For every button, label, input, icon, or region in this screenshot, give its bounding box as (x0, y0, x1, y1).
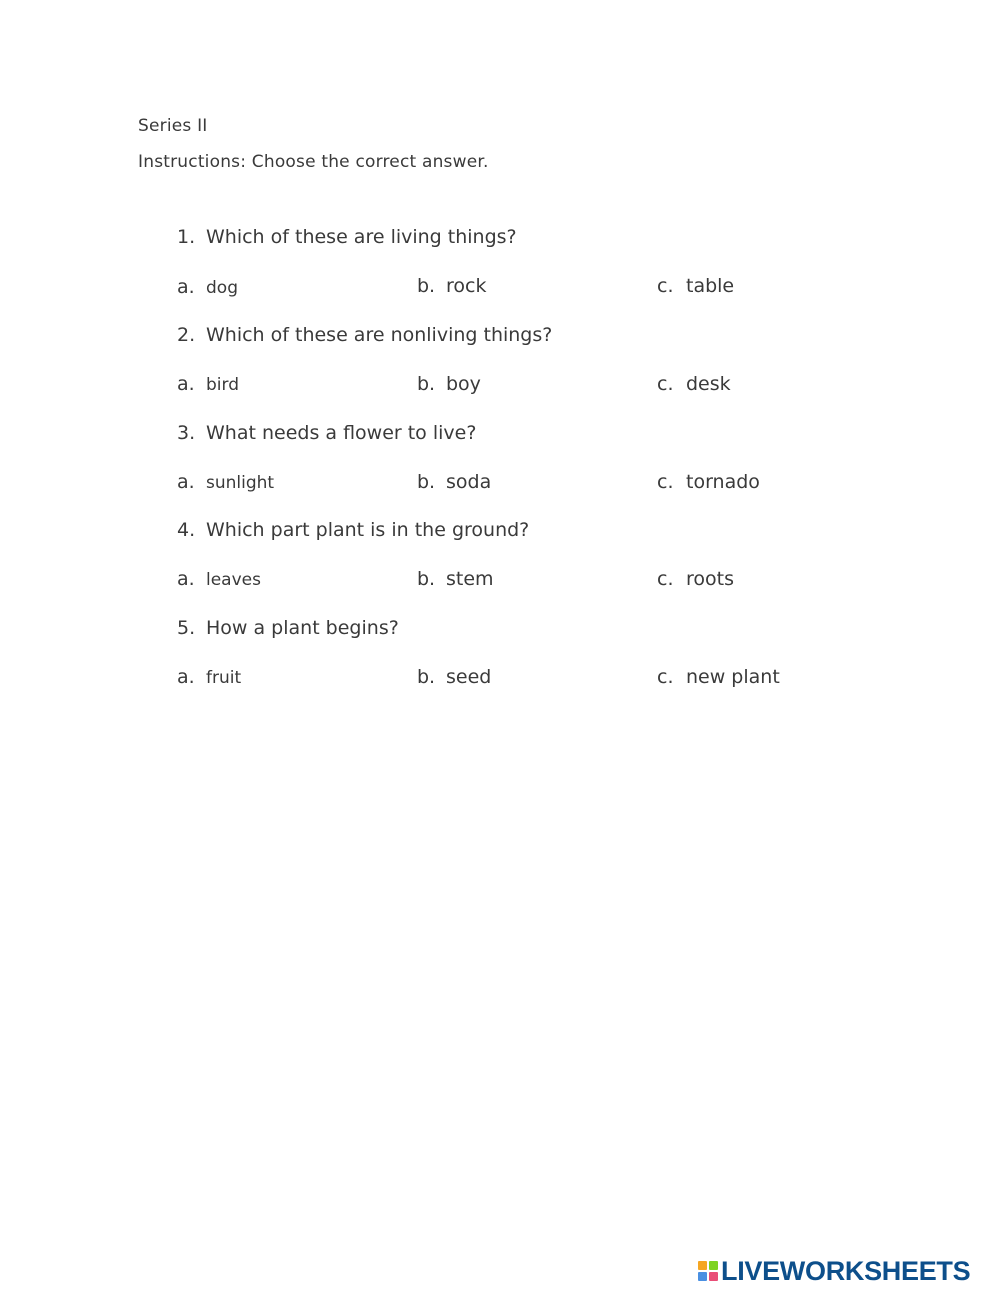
option-3a[interactable] (177, 471, 274, 493)
option-text: fruit (206, 668, 242, 688)
question-text: How a plant begins? (206, 617, 399, 639)
option-text: roots (686, 568, 734, 590)
option-2b[interactable] (417, 373, 481, 395)
option-letter: c. (657, 275, 674, 297)
option-5c[interactable] (657, 666, 780, 688)
logo-block (709, 1272, 718, 1281)
option-5a[interactable] (177, 666, 241, 688)
option-4b[interactable] (417, 568, 494, 590)
option-3c[interactable] (657, 471, 760, 493)
option-4c[interactable] (657, 568, 734, 590)
option-text: bird (206, 375, 239, 395)
option-letter: a. (177, 471, 195, 493)
option-text: table (686, 275, 735, 297)
instructions-text: Instructions: Choose the correct answer. (138, 152, 489, 172)
option-letter: a. (177, 568, 195, 590)
question-1 (177, 226, 517, 248)
option-1c[interactable] (657, 275, 734, 297)
option-text: dog (206, 278, 238, 298)
option-letter: b. (417, 471, 436, 493)
option-text: boy (446, 373, 481, 395)
question-5 (177, 617, 399, 639)
logo-block (709, 1261, 718, 1270)
option-text: rock (446, 275, 487, 297)
option-text: sunlight (206, 473, 275, 493)
question-text: Which of these are living things? (206, 226, 517, 248)
option-text: tornado (686, 471, 760, 493)
question-4 (177, 519, 529, 541)
option-letter: b. (417, 568, 436, 590)
option-letter: c. (657, 471, 674, 493)
question-number: 2. (177, 324, 196, 346)
option-letter: c. (657, 666, 674, 688)
option-1a[interactable] (177, 276, 238, 298)
series-title: Series II (138, 116, 208, 136)
option-text: seed (446, 666, 492, 688)
question-number: 5. (177, 617, 196, 639)
option-5b[interactable] (417, 666, 491, 688)
option-letter: a. (177, 276, 195, 298)
option-4a[interactable] (177, 568, 261, 590)
option-text: soda (446, 471, 492, 493)
question-text: Which of these are nonliving things? (206, 324, 553, 346)
option-2c[interactable] (657, 373, 731, 395)
option-letter: b. (417, 666, 436, 688)
option-2a[interactable] (177, 373, 239, 395)
logo-text: LIVEWORKSHEETS (721, 1255, 971, 1286)
logo-blocks-icon (698, 1261, 718, 1281)
option-text: new plant (686, 666, 780, 688)
option-text: desk (686, 373, 731, 395)
option-letter: c. (657, 568, 674, 590)
question-number: 1. (177, 226, 196, 248)
option-1b[interactable] (417, 275, 486, 297)
option-text: leaves (206, 570, 261, 590)
logo-block (698, 1272, 707, 1281)
question-2 (177, 324, 552, 346)
option-letter: c. (657, 373, 674, 395)
question-text: Which part plant is in the ground? (206, 519, 530, 541)
question-number: 4. (177, 519, 196, 541)
question-text: What needs a flower to live? (206, 422, 477, 444)
option-letter: a. (177, 666, 195, 688)
option-letter: a. (177, 373, 195, 395)
option-text: stem (446, 568, 494, 590)
option-3b[interactable] (417, 471, 491, 493)
option-letter: b. (417, 373, 436, 395)
option-letter: b. (417, 275, 436, 297)
question-3 (177, 422, 476, 444)
liveworksheets-logo (698, 1256, 970, 1286)
question-number: 3. (177, 422, 196, 444)
logo-block (698, 1261, 707, 1270)
